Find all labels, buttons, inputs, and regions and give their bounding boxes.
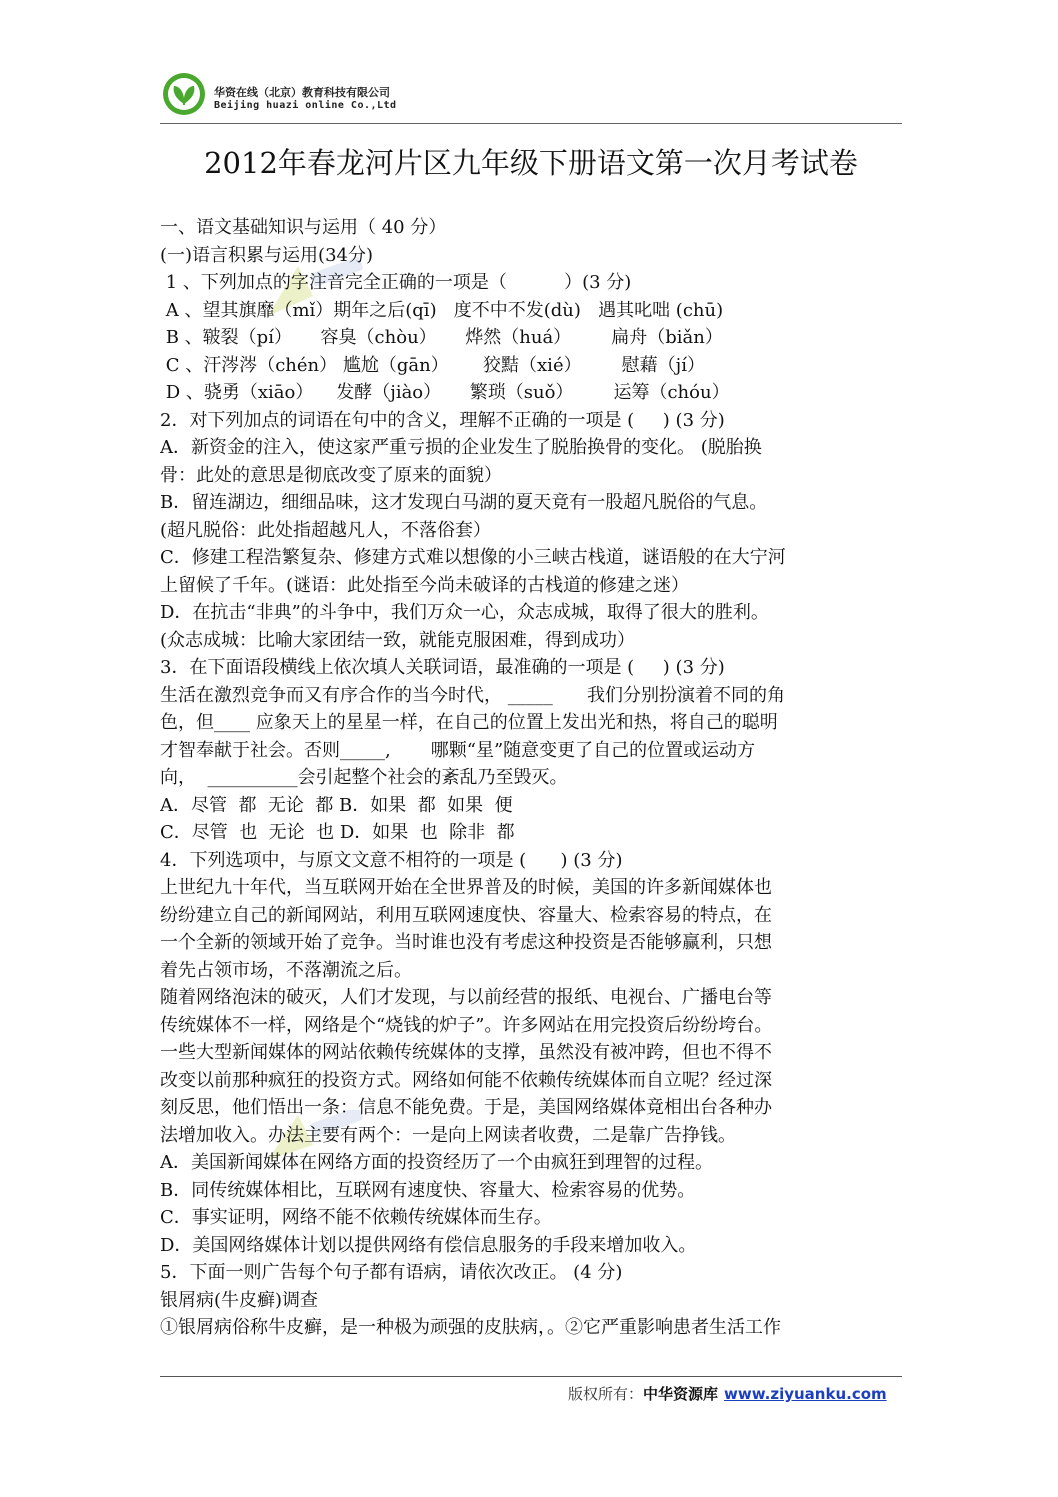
text-line: (众志成城：比喻大家团结一致，就能克服困难，得到成功）	[160, 629, 636, 651]
copyright-label: 版权所有：	[568, 1385, 644, 1403]
site-name: 中华资源库	[643, 1385, 719, 1403]
text-line: B．留连湖边，细细品味，这才发现白马湖的夏天竟有一股超凡脱俗的气息。	[160, 492, 768, 513]
text-line: 法增加收入。办法主要有两个：一是向上网读者收费，二是靠广告挣钱。	[160, 1124, 736, 1146]
text-line: B 、皲裂（pí） 容臭（chòu） 烨然（huá） 扁舟（biǎn）	[160, 327, 723, 348]
text-line: 一个全新的领域开始了竞争。当时谁也没有考虑这种投资是否能够赢利，只想	[160, 932, 772, 953]
text-line: A．美国新闻媒体在网络方面的投资经历了一个由疯狂到理智的过程。	[160, 1152, 713, 1173]
footer-divider	[160, 1376, 902, 1377]
text-line: 刻反思，他们悟出一条：信息不能免费。于是，美国网络媒体竟相出台各种办	[160, 1097, 772, 1118]
company-name-cn: 华资在线（北京）教育科技有限公司	[214, 86, 390, 99]
text-line: D．在抗击“非典”的斗争中，我们万众一心，众志成城，取得了很大的胜利。	[160, 602, 769, 623]
text-line: 上留候了千年。(谜语：此处指至今尚未破译的古栈道的修建之迷）	[160, 574, 690, 596]
text-line: 银屑病(牛皮癣)调查	[160, 1289, 319, 1311]
text-line: 4．下列选项中，与原文文意不相符的一项是 ( ) (3 分)	[160, 849, 623, 871]
text-line: 改变以前那种疯狂的投资方式。网络如何能不依赖传统媒体而自立呢？经过深	[160, 1069, 772, 1091]
text-line: D 、骁勇（xiāo） 发酵（jiào） 繁琐（suǒ） 运筹（chóu）	[160, 382, 730, 403]
company-name-en: Beijing huazi online Co.,Ltd	[214, 100, 397, 111]
text-line: 2．对下列加点的词语在句中的含义，理解不正确的一项是 ( ) (3 分)	[160, 409, 725, 431]
text-line: A．新资金的注入，使这家严重亏损的企业发生了脱胎换骨的变化。 (脱胎换	[160, 437, 762, 458]
footer	[568, 1383, 887, 1404]
text-line: C．尽管 也 无论 也 D．如果 也 除非 都	[160, 822, 515, 843]
text-line: 随着网络泡沫的破灭，人们才发现，与以前经营的报纸、电视台、广播电台等	[160, 987, 772, 1008]
text-line: 一、语文基础知识与运用（ 40 分）	[160, 217, 447, 238]
text-line: 传统媒体不一样，网络是个“烧钱的炉子”。许多网站在用完投资后纷纷垮台。	[160, 1014, 773, 1036]
text-line: 5．下面一则广告每个句子都有语病，请依次改正。 (4 分)	[160, 1262, 623, 1283]
text-line: 3．在下面语段横线上依次填人关联词语，最准确的一项是 ( ) (3 分)	[160, 657, 725, 678]
site-url-link[interactable]: www.ziyuanku.com	[724, 1385, 887, 1403]
page-title: 2012年春龙河片区九年级下册语文第一次月考试卷	[204, 146, 858, 180]
exam-body	[160, 214, 900, 1342]
text-line: A．尽管 都 无论 都 B．如果 都 如果 便	[160, 794, 513, 816]
text-line: 着先占领市场，不落潮流之后。	[160, 959, 412, 981]
text-line: 才智奉献于社会。否则_____, 哪颗“星”随意变更了自己的位置或运动方	[160, 739, 756, 761]
text-line: C．修建工程浩繁复杂、修建方式难以想像的小三峡古栈道，谜语般的在大宁河	[160, 547, 786, 568]
text-line: D．美国网络媒体计划以提供网络有偿信息服务的手段来增加收入。	[160, 1234, 697, 1256]
text-line: 上世纪九十年代，当互联网开始在全世界普及的时候，美国的许多新闻媒体也	[160, 877, 772, 898]
text-line: 向， __________会引起整个社会的紊乱乃至毁灭。	[160, 767, 568, 788]
text-line: 1 、下列加点的字注音完全正确的一项是（ ）(3 分)	[160, 272, 632, 293]
text-line: (超凡脱俗：此处指超越凡人，不落俗套）	[160, 519, 492, 541]
text-line: (一)语言积累与运用(34分)	[160, 244, 373, 266]
text-line: C．事实证明，网络不能不依赖传统媒体而生存。	[160, 1207, 552, 1228]
company-logo	[162, 72, 206, 116]
text-line: 纷纷建立自己的新闻网站，利用互联网速度快、容量大、检索容易的特点，在	[160, 904, 772, 926]
text-line: 骨：此处的意思是彻底改变了原来的面貌）	[160, 464, 502, 486]
text-line: 色，但____ 应象天上的星星一样，在自己的位置上发出光和热，将自己的聪明	[160, 712, 778, 733]
text-line: 一些大型新闻媒体的网站依赖传统媒体的支撑，虽然没有被冲跨，但也不得不	[160, 1042, 772, 1063]
text-line: 生活在激烈竞争而又有序合作的当今时代， _____ 我们分别扮演着不同的角	[160, 684, 786, 706]
text-line: C 、汗涔涔（chén） 尴尬（gān） 狡黠（xié） 慰藉（jí）	[160, 354, 705, 376]
text-line: A 、望其旗靡（mǐ）期年之后(qī) 度不中不发(dù) 遇其叱咄 (chū)	[160, 299, 724, 321]
text-line: B．同传统媒体相比，互联网有速度快、容量大、检索容易的优势。	[160, 1179, 696, 1201]
header-divider	[160, 123, 902, 124]
text-line: ①银屑病俗称牛皮癣，是一种极为顽强的皮肤病，。②它严重影响患者生活工作	[160, 1317, 781, 1338]
